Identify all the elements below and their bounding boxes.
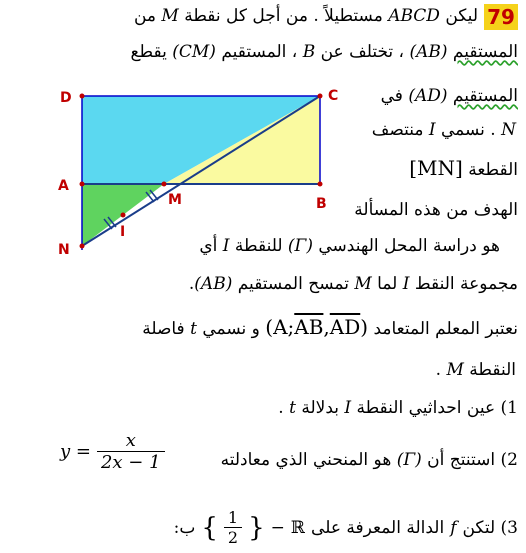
equation-lhs: y = — [60, 441, 91, 462]
label-m: M — [168, 192, 182, 208]
text-line-5: القطعة [MN] — [409, 156, 518, 180]
label-c: C — [328, 88, 339, 104]
question-1: 1) عين احداثيي النقطة I بدلالة t . — [278, 398, 518, 418]
text-line-10: النقطة M . — [435, 360, 516, 380]
equation — [60, 430, 165, 473]
label-n: N — [58, 242, 70, 258]
geometry-figure — [50, 80, 350, 280]
text-line-1: ليكن ABCD مستطيلاً . من أجل كل نقطة M من — [133, 6, 478, 26]
label-a: A — [58, 178, 69, 194]
text-line-7: هو دراسة المحل الهندسي (Γ) للنقطة I أي — [199, 236, 500, 256]
question-3: 3) لتكن f الدالة المعرفة على ℝ − { $\frac{1}{2}$ } ب: — [173, 508, 518, 547]
exercise-number-badge: 79 — [484, 4, 518, 30]
equation-numerator: x — [97, 430, 165, 452]
text-line-6: الهدف من هذه المسألة — [354, 200, 518, 220]
text-line-8: مجموعة النقط I لما M تمسح المستقيم (AB). — [188, 274, 518, 294]
label-d: D — [60, 90, 72, 106]
text-line-4: N . نسمي I منتصف — [371, 120, 516, 140]
text-line-9: نعتبر المعلم المتعامد (A;AB,AD) و نسمي t فاصلة — [142, 315, 518, 339]
label-b: B — [316, 196, 327, 212]
text-line-3: المستقيم (AD) في — [380, 86, 518, 106]
question-2: 2) استنتج أن (Γ) هو المنحني الذي معادلته — [220, 450, 518, 470]
equation-denominator: 2x − 1 — [100, 452, 161, 473]
label-i: I — [120, 224, 126, 240]
text-line-2: المستقيم (AB) ، تختلف عن B ، المستقيم (CM) يقطع — [130, 42, 518, 62]
equation-fraction — [97, 430, 165, 473]
